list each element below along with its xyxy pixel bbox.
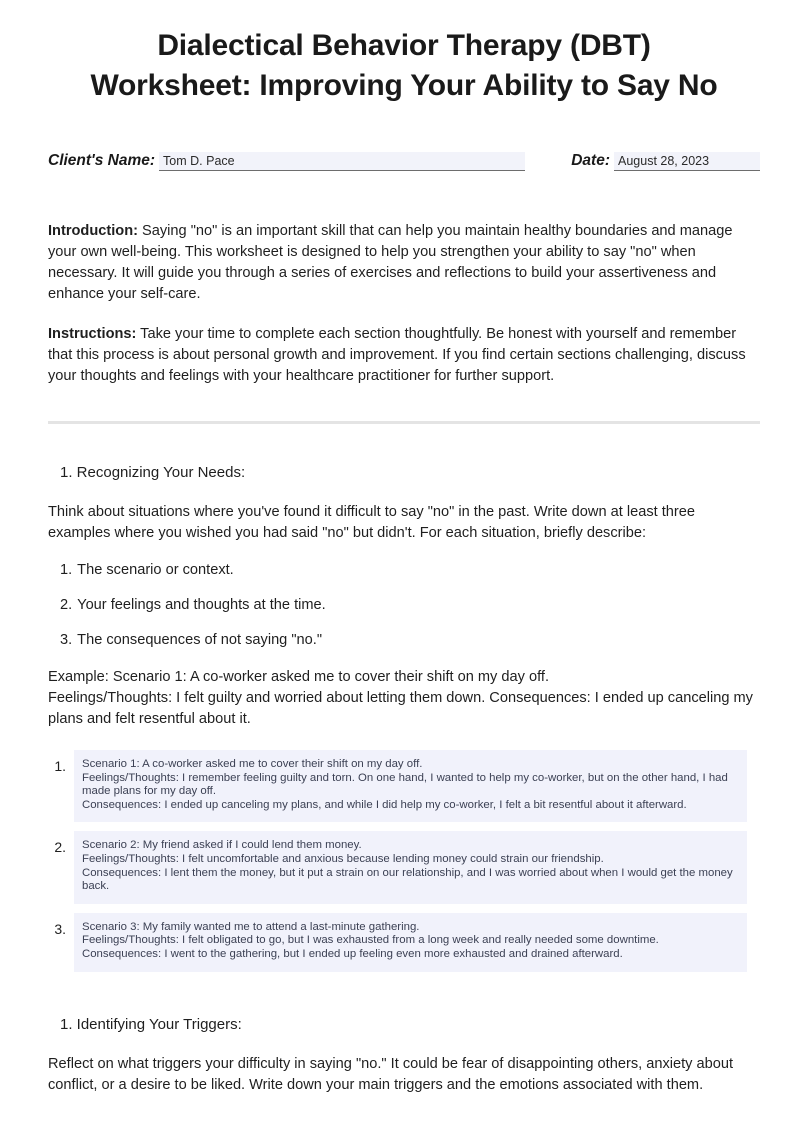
date-label: Date:: [571, 152, 610, 169]
example-line-1: Example: Scenario 1: A co-worker asked me to cover their shift on my day off.: [48, 669, 550, 685]
answer-line: Feelings/Thoughts: I remember feeling guilty and torn. On one hand, I wanted to help my co-worker, but on the other hand, I had made plans for my day off.: [82, 771, 728, 798]
list-item: [48, 560, 760, 581]
introduction-paragraph: [48, 221, 760, 305]
answer-line: Consequences: I lent them the money, but it put a strain on our relationship, and I was worried about when I would get the money back.: [82, 866, 733, 893]
answer-line: Scenario 2: My friend asked if I could lend them money.: [82, 839, 362, 852]
introduction-heading: Introduction:: [48, 223, 138, 239]
section-one: [48, 462, 760, 972]
instructions-text: Take your time to complete each section thoughtfully. Be honest with yourself and remember that this process is about personal growth and improvement. If you find certain sections challenging, discuss your thoughts and feelings with your healthcare practitioner for further support.: [48, 326, 746, 384]
answer-line: Scenario 1: A co-worker asked me to cover their shift on my day off.: [82, 758, 423, 770]
list-item: [48, 750, 760, 822]
answer-line: Feelings/Thoughts: I felt uncomfortable and anxious because lending money could strain our friendship.: [82, 852, 604, 865]
list-item: [48, 595, 760, 616]
client-name-label: Client's Name:: [48, 152, 156, 169]
answer-input-box[interactable]: [74, 913, 747, 972]
instructions-paragraph: [48, 324, 760, 387]
section-one-heading: 1. Recognizing Your Needs:: [60, 464, 246, 481]
page-title-line-2: Worksheet: Improving Your Ability to Say No: [90, 69, 718, 102]
section-two-intro: Reflect on what triggers your difficulty in saying "no." It could be fear of disappointing others, anxiety about conflict, or a desire to be liked. Write down your main triggers and the emotions associated with them.: [48, 1055, 734, 1093]
answer-line: Consequences: I went to the gathering, but I ended up feeling even more exhausted and drained afterward.: [82, 947, 623, 960]
list-item: [48, 630, 760, 651]
client-name-field[interactable]: Tom D. Pace: [159, 152, 525, 171]
list-item-number: 3.: [60, 632, 73, 648]
answer-number: 1.: [54, 758, 66, 774]
page-title-line-1: Dialectical Behavior Therapy (DBT): [157, 29, 651, 62]
section-one-example: [48, 667, 760, 730]
list-item-label: Your feelings and thoughts at the time.: [77, 597, 326, 613]
answer-input-box[interactable]: [74, 831, 747, 903]
section-two: [48, 1014, 760, 1096]
client-info-row: [48, 152, 760, 171]
section-divider: [48, 421, 760, 424]
example-line-2: Feelings/Thoughts: I felt guilty and worried about letting them down. Consequences: I ended up canceling my plans and felt resentful about it.: [48, 690, 753, 727]
list-item-label: The scenario or context.: [77, 562, 234, 578]
section-one-answers: [48, 750, 760, 972]
answer-line: Scenario 3: My family wanted me to attend a last-minute gathering.: [82, 920, 420, 933]
page-title: [48, 0, 760, 106]
answer-line: Feelings/Thoughts: I felt obligated to go, but I was exhausted from a long week and really needed some downtime.: [82, 934, 659, 947]
list-item-number: 2.: [60, 597, 73, 613]
answer-input-box[interactable]: [74, 750, 747, 822]
instructions-heading: Instructions:: [48, 326, 137, 342]
list-item: [48, 831, 760, 903]
section-one-intro: Think about situations where you've found it difficult to say "no" in the past. Write down at least three examples where you wished you had said "no" but didn't. For each situation, briefly describe:: [48, 504, 695, 541]
section-two-heading: 1. Identifying Your Triggers:: [60, 1015, 242, 1033]
answer-number: 3.: [54, 920, 66, 937]
list-item: [48, 913, 760, 972]
answer-number: 2.: [54, 839, 66, 856]
list-item-label: The consequences of not saying "no.": [77, 632, 323, 648]
introduction-text: Saying "no" is an important skill that can help you maintain healthy boundaries and manage your own well-being. This worksheet is designed to help you strengthen your ability to say "no" when necessary. It will guide you through a series of exercises and reflections to build your assertiveness and enhance your self-care.: [48, 223, 733, 302]
section-one-sub-list: [48, 560, 760, 651]
list-item-number: 1.: [60, 562, 73, 578]
answer-line: Consequences: I ended up canceling my plans, and while I did help my co-worker, I felt a bit resentful about it afterward.: [82, 798, 687, 811]
date-field[interactable]: August 28, 2023: [614, 152, 760, 171]
